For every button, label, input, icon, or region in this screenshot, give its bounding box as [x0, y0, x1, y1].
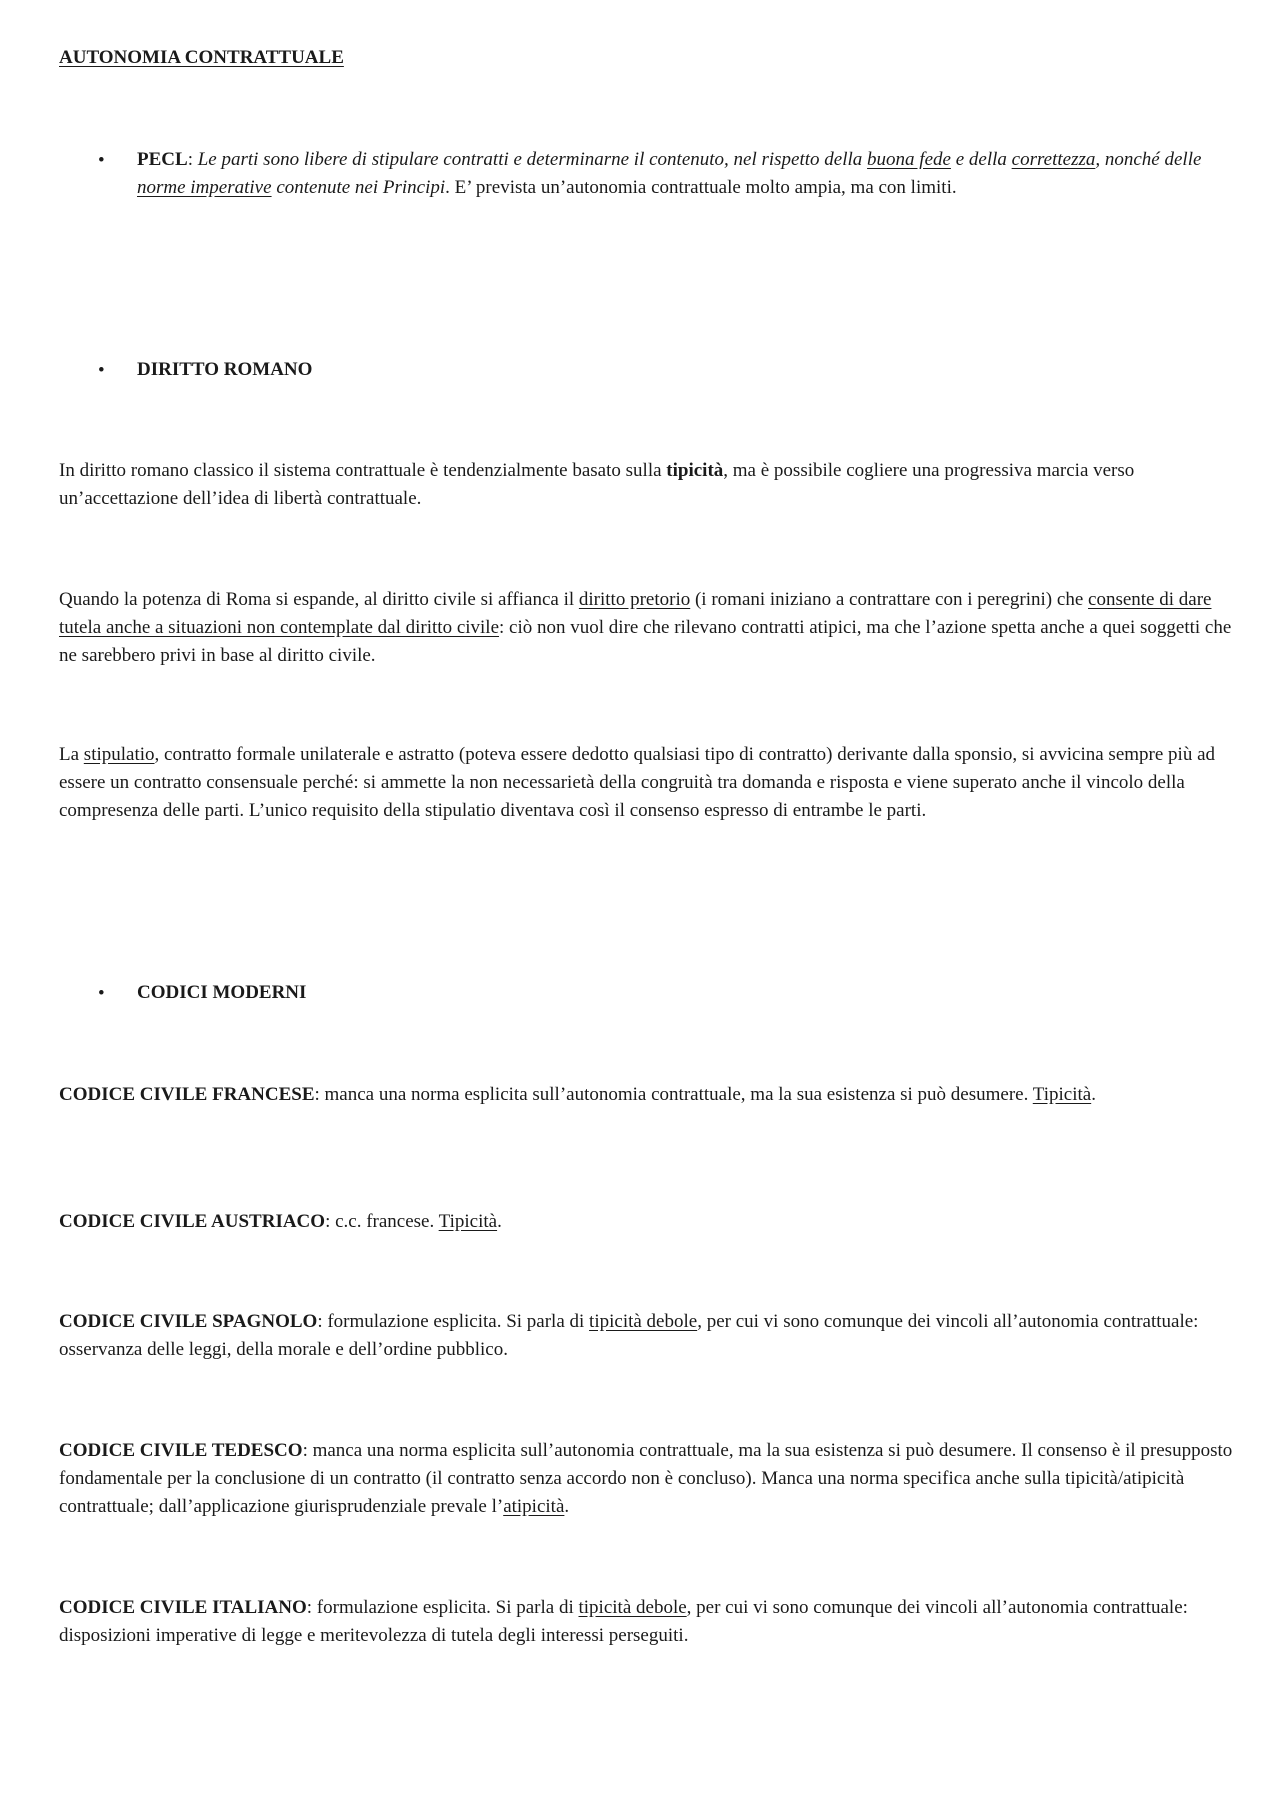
- code-label-italiano: CODICE CIVILE ITALIANO: [59, 1597, 307, 1618]
- term-stipulatio: stipulatio: [83, 744, 155, 765]
- term-correttezza: correttezza: [1011, 149, 1096, 170]
- roman-paragraph-1: In diritto romano classico il sistema contrattuale è tendenzialmente basato sulla tipicità, ma è possibile cogliere una progressiva marcia verso un’accettazione dell’idea di libertà contrattuale.: [59, 460, 1135, 509]
- code-paragraph-austriaco: CODICE CIVILE AUSTRIACO: c.c. francese. Tipicità.: [59, 1211, 502, 1232]
- code-paragraph-tedesco: CODICE CIVILE TEDESCO: manca una norma esplicita sull’autonomia contrattuale, ma la sua esistenza si può desumere. Il consenso è il presupposto fondamentale per la conclusione di un contratto (il contratto senza accordo non è concluso). Manca una norma specifica anche sulla tipicità/atipicità contrattuale; dall’applicazione giurisprudenziale prevale l’atipicità.: [59, 1440, 1233, 1517]
- term-tutela: consente di dare tutela anche a situazioni non contemplate dal diritto civile: [59, 589, 1212, 638]
- roman-paragraph-3: La stipulatio, contratto formale unilaterale e astratto (poteva essere dedotto qualsiasi tipo di contratto) derivante dalla sponsio, si avvicina sempre più ad essere un contratto consensuale perché: si ammette la non necessarietà della congruità tra domanda e risposta e viene superato anche il vincolo della compresenza delle parti. L’unico requisito della stipulatio diventava così il consenso espresso di entrambe le parti.: [59, 744, 1216, 821]
- bullet-icon: •: [98, 983, 105, 1004]
- bullet-icon: •: [98, 360, 105, 381]
- term-diritto-pretorio: diritto pretorio: [578, 589, 691, 610]
- roman-paragraph-2: Quando la potenza di Roma si espande, al diritto civile si affianca il diritto pretorio (i romani iniziano a contrattare con i peregrini) che consente di dare tutela anche a situazioni non contemplate dal diritto civile: ciò non vuol dire che rilevano contratti atipici, ma che l’azione spetta anche a quei soggetti che ne sarebbero privi in base al diritto civile.: [59, 589, 1232, 666]
- code-paragraph-francese: CODICE CIVILE FRANCESE: manca una norma esplicita sull’autonomia contrattuale, ma la sua esistenza si può desumere. Tipicità.: [59, 1084, 1096, 1105]
- term-norme-imperative: norme imperative: [137, 177, 272, 198]
- bullet-icon: •: [98, 150, 105, 171]
- section-heading-codici-moderni: CODICI MODERNI: [137, 982, 307, 1003]
- term-tipicita: tipicità: [666, 460, 724, 481]
- section-heading-diritto-romano: DIRITTO ROMANO: [137, 359, 313, 380]
- code-paragraph-italiano: CODICE CIVILE ITALIANO: formulazione esplicita. Si parla di tipicità debole, per cui vi sono comunque dei vincoli all’autonomia contrattuale: disposizioni imperative di legge e meritevolezza di tutela degli interessi perseguiti.: [59, 1597, 1188, 1646]
- pecl-paragraph: PECL: Le parti sono libere di stipulare contratti e determinarne il contenuto, nel rispetto della buona fede e della correttezza, nonché delle norme imperative contenute nei Principi. E’ prevista un’autonomia contrattuale molto ampia, ma con limiti.: [137, 149, 1202, 198]
- code-label-tedesco: CODICE CIVILE TEDESCO: [59, 1440, 303, 1461]
- code-label-austriaco: CODICE CIVILE AUSTRIACO: [59, 1211, 326, 1232]
- term-buona-fede: buona fede: [867, 149, 951, 170]
- code-paragraph-spagnolo: CODICE CIVILE SPAGNOLO: formulazione esplicita. Si parla di tipicità debole, per cui vi sono comunque dei vincoli all’autonomia contrattuale: osservanza delle leggi, della morale e dell’ordine pubblico.: [59, 1311, 1199, 1360]
- code-label-spagnolo: CODICE CIVILE SPAGNOLO: [59, 1311, 318, 1332]
- pecl-label: PECL: [137, 149, 188, 170]
- code-label-francese: CODICE CIVILE FRANCESE: [59, 1084, 315, 1105]
- document-title: AUTONOMIA CONTRATTUALE: [59, 47, 344, 68]
